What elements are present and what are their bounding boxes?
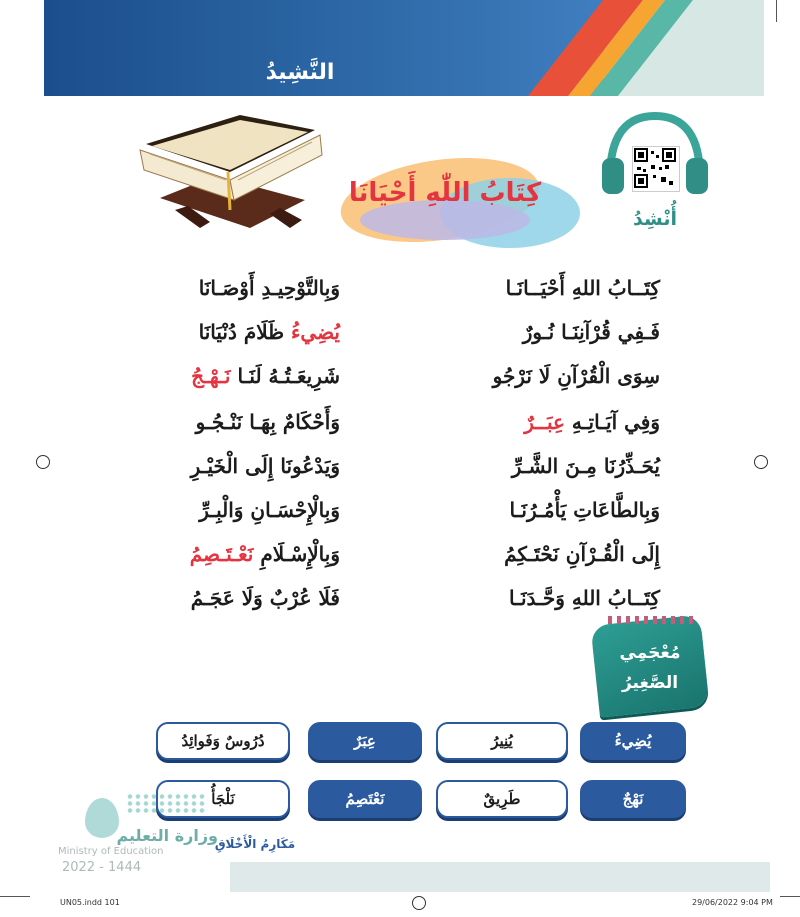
crop-mark (0, 896, 30, 897)
verse-second-half: وَبِالْإِحْسَـانِ وَالْبِـرِّ (199, 498, 340, 522)
vocab-meaning: يُنِيرُ (436, 722, 568, 760)
ministry-name-ar: وزارة التعليم (116, 826, 218, 845)
verse-first-half (400, 410, 660, 434)
qr-code[interactable] (632, 146, 680, 192)
verse-text: وَفِي آيَـاتِـهِ (564, 410, 660, 434)
crop-mark (776, 0, 777, 22)
spiral-binding (608, 616, 698, 624)
verse-text: وَبِالْإِسْـلَامِ (253, 542, 340, 566)
print-slug: UN05.indd 101 (60, 898, 120, 907)
print-date: 29/06/2022 9:04 PM (692, 898, 773, 907)
highlighted-word: نَـهْـجُ (191, 364, 231, 388)
ministry-name-en: Ministry of Education (58, 846, 164, 857)
verse-first-half: إِلَى الْقُـرْآنِ نَحْتَـكِمُ (504, 542, 660, 566)
verse-first-half: فَـفِي قُرْآنِنَـا نُـورٌ (522, 320, 660, 344)
quran-book-icon (130, 110, 330, 230)
vocab-word: يُضِيءُ (580, 722, 686, 760)
footer-band (230, 862, 770, 892)
dictionary-title-line: مُعْجَمِي (619, 643, 681, 663)
highlighted-word: عِبَــرٌ (524, 410, 565, 434)
verse-first-half: سِوَى الْقُرْآنِ لَا نَرْجُو (492, 364, 660, 388)
poem-title: كِتَابُ اللّٰهِ أَحْيَانَا (348, 178, 542, 208)
verse-second-half (80, 542, 340, 566)
highlighted-word: نَعْـتَـصِمُ (189, 542, 254, 566)
highlighted-word: يُضِيءُ (291, 320, 340, 344)
page-title: النَّشِيدُ (265, 60, 335, 85)
verse-first-half: كِتَــابُ اللهِ أَحْيَــانَـا (505, 276, 660, 300)
verse-second-half: فَلَا عُرْبٌ وَلَا عَجَـمُ (190, 586, 340, 610)
verse-first-half: يُحَـذِّرُنَا مِـنَ الشَّـرِّ (511, 454, 660, 478)
unit-label: مَكَارِمُ الْأَخْلَاقِ (214, 837, 296, 851)
logo-dots (126, 793, 206, 815)
verse-text: ظَلَامَ دُنْيَانَا (198, 320, 292, 344)
registration-mark (412, 896, 426, 910)
verse-second-half (80, 364, 340, 388)
vocab-word: عِبَرٌ (308, 722, 422, 760)
verse-second-half: وَبِالتَّوْحِيـدِ أَوْصَـانَا (198, 276, 340, 300)
vocab-meaning: دُرُوسٌ وَفَوائِدُ (156, 722, 290, 760)
section-label: أُنْشِدُ (633, 208, 677, 230)
verse-text: شَرِيعَـتُـهُ لَنَـا (230, 364, 340, 388)
verse-second-half (80, 320, 340, 344)
dictionary-title-line: الصَّغِيرُ (621, 673, 679, 693)
header-band (44, 0, 764, 96)
registration-mark (36, 455, 50, 469)
dictionary-title (600, 638, 700, 698)
crop-mark (780, 896, 800, 897)
vocab-meaning: طَرِيقٌ (436, 780, 568, 818)
ministry-year: 2022 - 1444 (62, 860, 142, 875)
vocab-meaning: نَلْجَأُ (156, 780, 290, 818)
registration-mark (754, 455, 768, 469)
vocab-word: نَهْجٌ (580, 780, 686, 818)
vocab-word: نَعْتَصِمُ (308, 780, 422, 818)
verse-second-half: وَيَدْعُونَا إِلَى الْخَيْـرِ (190, 454, 340, 478)
verse-second-half: وَأَحْكَامٌ بِهَـا نَنْـجُـو (195, 410, 340, 434)
verse-first-half: وَبِالطَّاعَاتِ يَأْمُـرُنَـا (509, 498, 660, 522)
verse-first-half: كِتَــابُ اللهِ وَحَّـدَنَـا (508, 586, 660, 610)
